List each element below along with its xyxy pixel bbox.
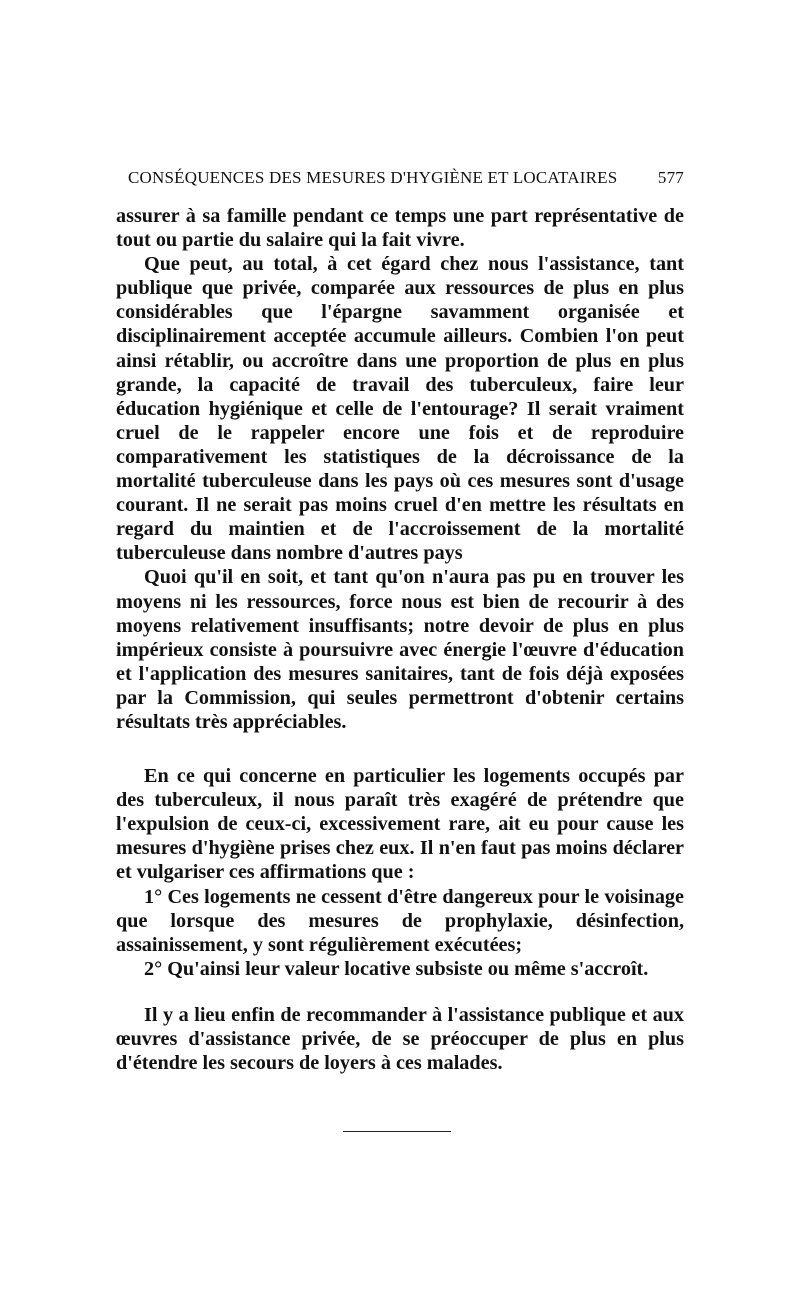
running-head-title: CONSÉQUENCES DES MESURES D'HYGIÈNE ET LOCATAIRES [128,168,618,187]
body-text [116,204,684,1075]
page-number: 577 [657,168,684,187]
paragraph-assistance: Que peut, au total, à cet égard chez nous l'assistance, tant publique que privée, comparée aux ressources de plus en plus considérables que l'épargne savamment organisée et disciplinairement acceptée accumule ailleurs. Combien l'on peut ainsi rétablir, ou accroître dans une proportion de plus en plus grande, la capacité de travail des tuberculeux, faire leur éducation hygiénique et celle de l'entourage? Il serait vraiment cruel de le rappeler encore une fois et de reproduire comparativement les statistiques de la décroissance de la mortalité tuberculeuse dans les pays où ces mesures sont d'usage courant. Il ne serait pas moins cruel d'en mettre les résultats en regard du maintien et de l'accroissement de la mortalité tuberculeuse dans nombre d'autres pays [116,253,684,565]
running-head [128,168,684,194]
paragraph-recommandation: Il y a lieu enfin de recommander à l'assistance publique et aux œuvres d'assistance privée, de se préoccuper de plus en plus d'étendre les secours de loyers à ces malades. [116,1003,684,1075]
paragraph-recourir: Quoi qu'il en soit, et tant qu'on n'aura pas pu en trouver les moyens ni les ressources, force nous est bien de recourir à des moyens relativement insuffisants; notre devoir de plus en plus impérieux consiste à poursuivre avec énergie l'œuvre d'éducation et l'application des mesures sanitaires, tant de fois déjà exposées par la Commission, qui seules permettront d'obtenir certains résultats très appréciables. [116,566,684,733]
paragraph-logements: En ce qui concerne en particulier les logements occupés par des tuberculeux, il nous paraît très exagéré de prétendre que l'expulsion de ceux-ci, excessivement rare, ait eu pour cause les mesures d'hygiène prises chez eux. Il n'en faut pas moins déclarer et vulgariser ces affirmations que : [116,765,684,884]
section-end-rule [343,1131,451,1132]
list-item-1: 1° Ces logements ne cessent d'être dangereux pour le voisinage que lorsque des mesures de prophylaxie, désinfection, assainissement, y sont régulièrement exécutées; [116,885,684,956]
paragraph-continuation: assurer à sa famille pendant ce temps une part représentative de tout ou partie du salaire qui la fait vivre. [116,205,684,252]
list-item-2: 2° Qu'ainsi leur valeur locative subsiste ou même s'accroît. [144,957,649,980]
